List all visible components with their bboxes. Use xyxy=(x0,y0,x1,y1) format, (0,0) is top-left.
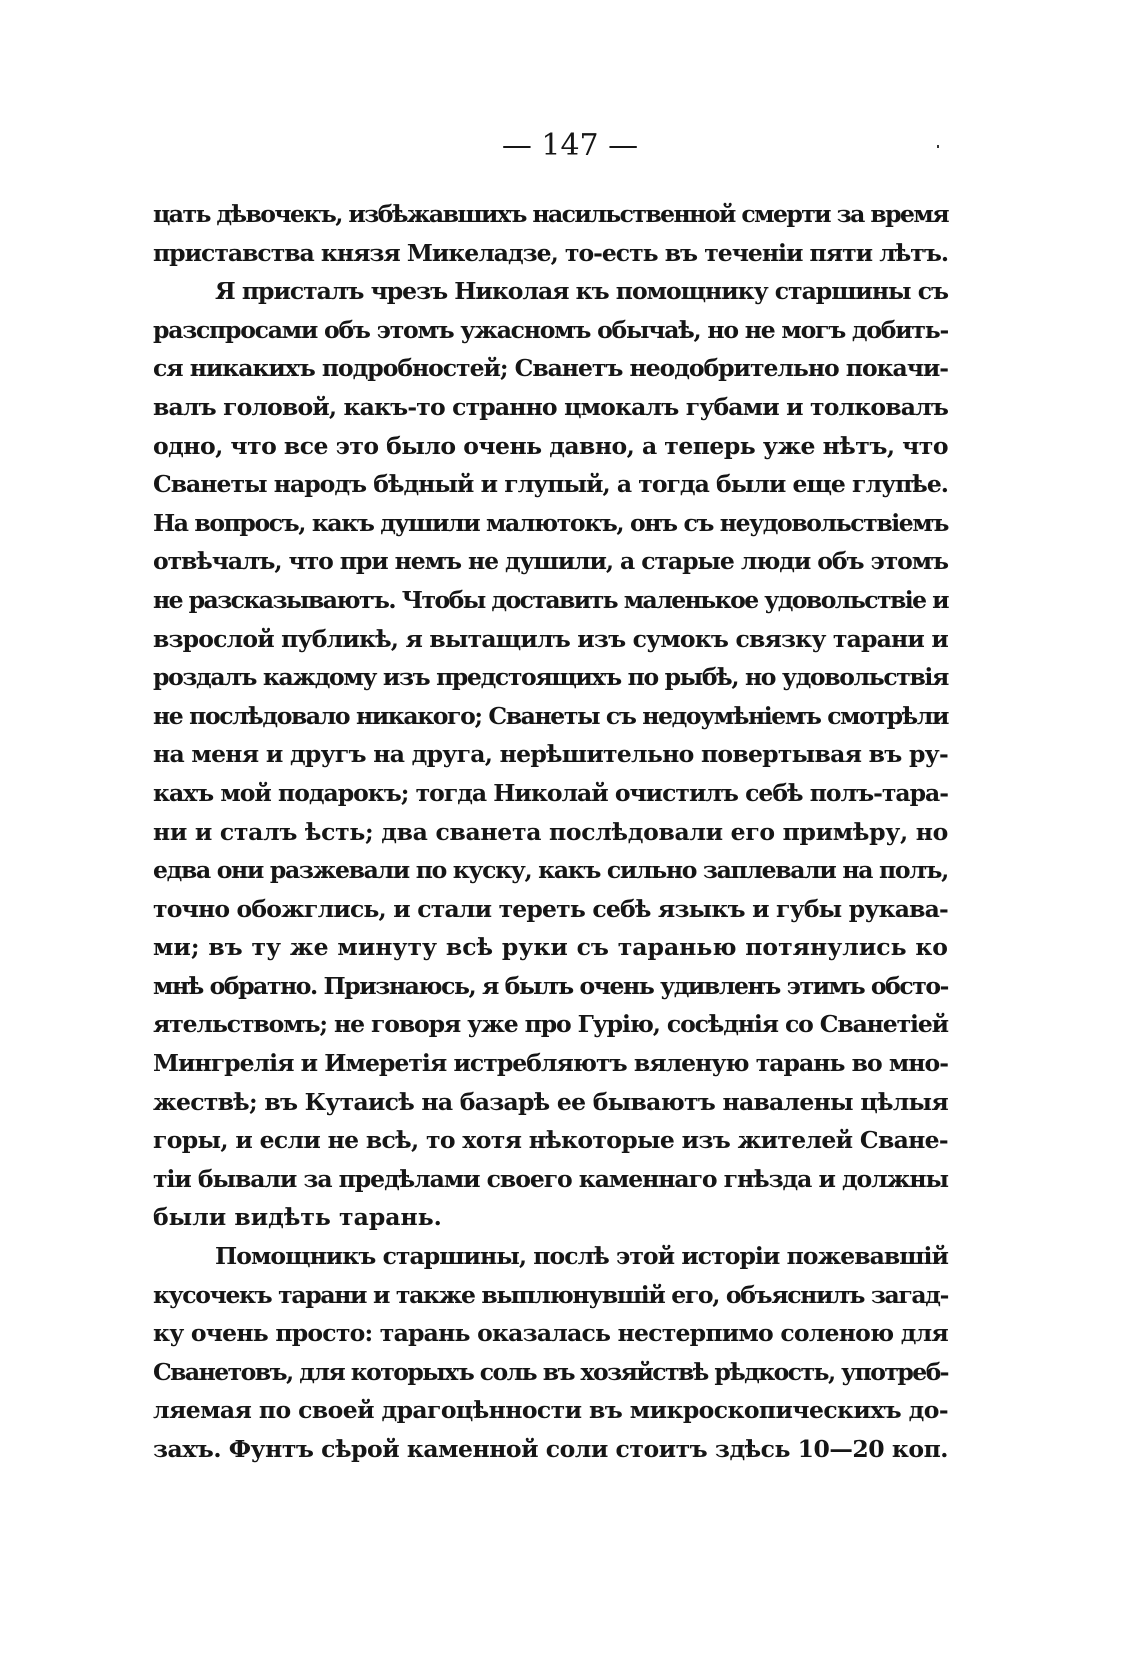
text-line: мнѣ обратно. Признаюсь, я былъ очень удивленъ этимъ обсто- xyxy=(153,971,948,1000)
text-line: были видѣть тарань. xyxy=(153,1203,442,1232)
text-line: роздалъ каждому изъ предстоящихъ по рыбѣ, но удовольствія xyxy=(153,663,948,692)
text-line: ляемая по своей драгоцѣнности въ микроскопическихъ до- xyxy=(153,1396,948,1425)
text-line: не разсказываютъ. Чтобы доставить маленькое удовольствіе и xyxy=(153,585,948,614)
text-line: одно, что все это было очень давно, а теперь уже нѣтъ, что xyxy=(153,431,948,460)
text-line: ятельствомъ; не говоря уже про Гурію, сосѣднія со Сванетіей xyxy=(153,1010,948,1039)
text-line: ми; въ ту же минуту всѣ руки съ таранью потянулись ко xyxy=(153,933,948,962)
text-line: валъ головой, какъ-то странно цмокалъ губами и толковалъ xyxy=(153,392,948,421)
body-text xyxy=(153,195,948,1469)
text-line: ся никакихъ подробностей; Сванетъ неодобрительно покачи- xyxy=(153,354,948,383)
text-line: едва они разжевали по куску, какъ сильно заплевали на полъ, xyxy=(153,856,948,885)
text-line: ку очень просто: тарань оказалась нестерпимо соленою для xyxy=(153,1319,948,1348)
text-line: точно обожглись, и стали тереть себѣ языкъ и губы рукава- xyxy=(153,894,948,923)
text-line: разспросами объ этомъ ужасномъ обычаѣ, но не могъ добить- xyxy=(153,315,948,344)
text-line: на меня и другъ на друга, нерѣшительно повертывая въ ру- xyxy=(153,740,948,769)
text-line: кахъ мой подарокъ; тогда Николай очистилъ себѣ полъ-тара- xyxy=(153,778,948,807)
text-line: кусочекъ тарани и также выплюнувшій его, объяснилъ загад- xyxy=(153,1280,948,1309)
text-line: Я присталъ чрезъ Николая къ помощнику старшины съ xyxy=(215,277,948,306)
text-line: На вопросъ, какъ душили малютокъ, онъ съ неудовольствіемъ xyxy=(153,508,949,537)
text-line: Мингрелія и Имеретія истребляютъ вяленую тарань во мно- xyxy=(153,1049,948,1078)
text-line: цать дѣвочекъ, избѣжавшихъ насильственной смерти за время xyxy=(153,200,948,228)
text-line: жествѣ; въ Кутаисѣ на базарѣ ее бываютъ навалены цѣлыя xyxy=(153,1087,948,1116)
text-line: не послѣдовало никакого; Сванеты съ недоумѣніемъ смотрѣли xyxy=(153,701,949,730)
text-line: приставства князя Микеладзе, то-есть въ теченіи пяти лѣтъ. xyxy=(153,238,948,267)
text-line: тіи бывали за предѣлами своего каменнаго гнѣзда и должны xyxy=(153,1164,948,1193)
text-line: Сванеты народъ бѣдный и глупый, а тогда были еще глупѣе. xyxy=(153,470,948,499)
text-line: захъ. Фунтъ сѣрой каменной соли стоитъ здѣсь 10—20 коп. xyxy=(153,1435,948,1463)
text-line: горы, и если не всѣ, то хотя нѣкоторые изъ жителей Сване- xyxy=(153,1126,948,1155)
text-line: ни и сталъ ѣсть; два сванета послѣдовали его примѣру, но xyxy=(153,817,948,846)
text-line: взрослой публикѣ, я вытащилъ изъ сумокъ связку тарани и xyxy=(153,624,948,653)
text-line: Сванетовъ, для которыхъ соль въ хозяйствѣ рѣдкость, употреб- xyxy=(153,1357,948,1386)
page-number: — 147 — xyxy=(501,128,639,163)
print-speck xyxy=(937,145,939,148)
text-line: отвѣчалъ, что при немъ не душили, а старые люди объ этомъ xyxy=(153,547,948,576)
text-line: Помощникъ старшины, послѣ этой исторіи пожевавшій xyxy=(215,1242,948,1271)
